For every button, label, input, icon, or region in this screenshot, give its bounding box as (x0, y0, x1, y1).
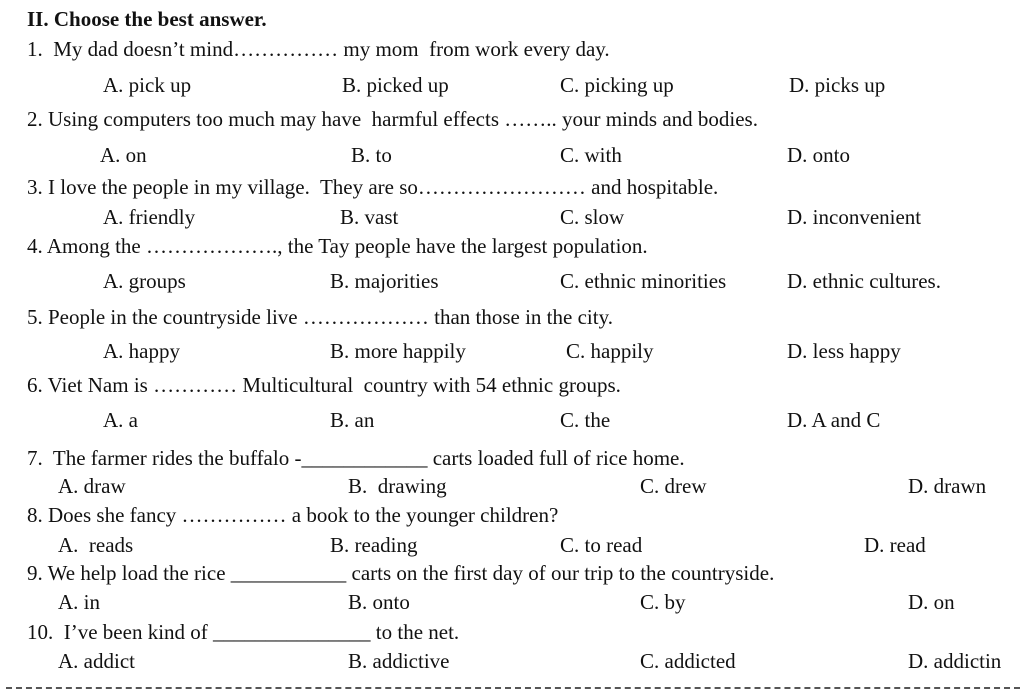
question-10-text: 10. I’ve been kind of _______________ to the net. (27, 620, 460, 644)
question-1-option-b[interactable]: B. picked up (342, 73, 449, 97)
question-5-option-b[interactable]: B. more happily (330, 339, 466, 363)
question-10-option-d[interactable]: D. addictin (908, 649, 1002, 673)
question-7-option-d[interactable]: D. drawn (908, 474, 987, 498)
question-3-option-a[interactable]: A. friendly (103, 205, 196, 229)
question-3-option-c[interactable]: C. slow (560, 205, 625, 229)
question-5-text: 5. People in the countryside live ……………… than those in the city. (27, 305, 613, 329)
question-8-text: 8. Does she fancy …………… a book to the younger children? (27, 503, 559, 527)
question-5-option-d[interactable]: D. less happy (787, 339, 901, 363)
question-9-option-b[interactable]: B. onto (348, 590, 410, 614)
question-9-option-a[interactable]: A. in (58, 590, 100, 614)
question-3-text: 3. I love the people in my village. They are so…………………… and hospitable. (27, 175, 719, 199)
question-7-text: 7. The farmer rides the buffalo -____________ carts loaded full of rice home. (27, 446, 685, 470)
question-4-option-a[interactable]: A. groups (103, 269, 186, 293)
question-9-option-d[interactable]: D. on (908, 590, 955, 614)
question-6-text: 6. Viet Nam is ………… Multicultural country with 54 ethnic groups. (27, 373, 621, 397)
question-1-option-d[interactable]: D. picks up (789, 73, 886, 97)
question-8-option-a[interactable]: A. reads (58, 533, 134, 557)
question-4-option-c[interactable]: C. ethnic minorities (560, 269, 727, 293)
question-7-option-b[interactable]: B. drawing (348, 474, 447, 498)
question-10-option-b[interactable]: B. addictive (348, 649, 450, 673)
question-9-text: 9. We help load the rice ___________ carts on the first day of our trip to the countryside. (27, 561, 775, 585)
question-4-option-d[interactable]: D. ethnic cultures. (787, 269, 941, 293)
question-7-option-c[interactable]: C. drew (640, 474, 707, 498)
question-6-option-b[interactable]: B. an (330, 408, 375, 432)
question-9-option-c[interactable]: C. by (640, 590, 686, 614)
question-5-option-a[interactable]: A. happy (103, 339, 180, 363)
question-3-option-d[interactable]: D. inconvenient (787, 205, 922, 229)
question-6-option-c[interactable]: C. the (560, 408, 611, 432)
question-1-text: 1. My dad doesn’t mind…………… my mom from work every day. (27, 37, 610, 61)
question-6-option-d[interactable]: D. A and C (787, 408, 881, 432)
question-8-option-c[interactable]: C. to read (560, 533, 643, 557)
question-8-option-d[interactable]: D. read (864, 533, 926, 557)
question-8-option-b[interactable]: B. reading (330, 533, 418, 557)
dashed-divider (6, 687, 1020, 689)
question-4-text: 4. Among the ………………., the Tay people have the largest population. (27, 234, 648, 258)
question-2-text: 2. Using computers too much may have harmful effects …….. your minds and bodies. (27, 107, 758, 131)
section-heading: II. Choose the best answer. (27, 7, 267, 31)
question-2-option-a[interactable]: A. on (100, 143, 147, 167)
question-3-option-b[interactable]: B. vast (340, 205, 399, 229)
question-1-option-c[interactable]: C. picking up (560, 73, 674, 97)
question-2-option-c[interactable]: C. with (560, 143, 622, 167)
question-7-option-a[interactable]: A. draw (58, 474, 126, 498)
question-2-option-b[interactable]: B. to (351, 143, 392, 167)
question-5-option-c[interactable]: C. happily (566, 339, 654, 363)
question-2-option-d[interactable]: D. onto (787, 143, 850, 167)
question-6-option-a[interactable]: A. a (103, 408, 138, 432)
question-4-option-b[interactable]: B. majorities (330, 269, 439, 293)
question-10-option-c[interactable]: C. addicted (640, 649, 736, 673)
question-1-option-a[interactable]: A. pick up (103, 73, 192, 97)
question-10-option-a[interactable]: A. addict (58, 649, 135, 673)
